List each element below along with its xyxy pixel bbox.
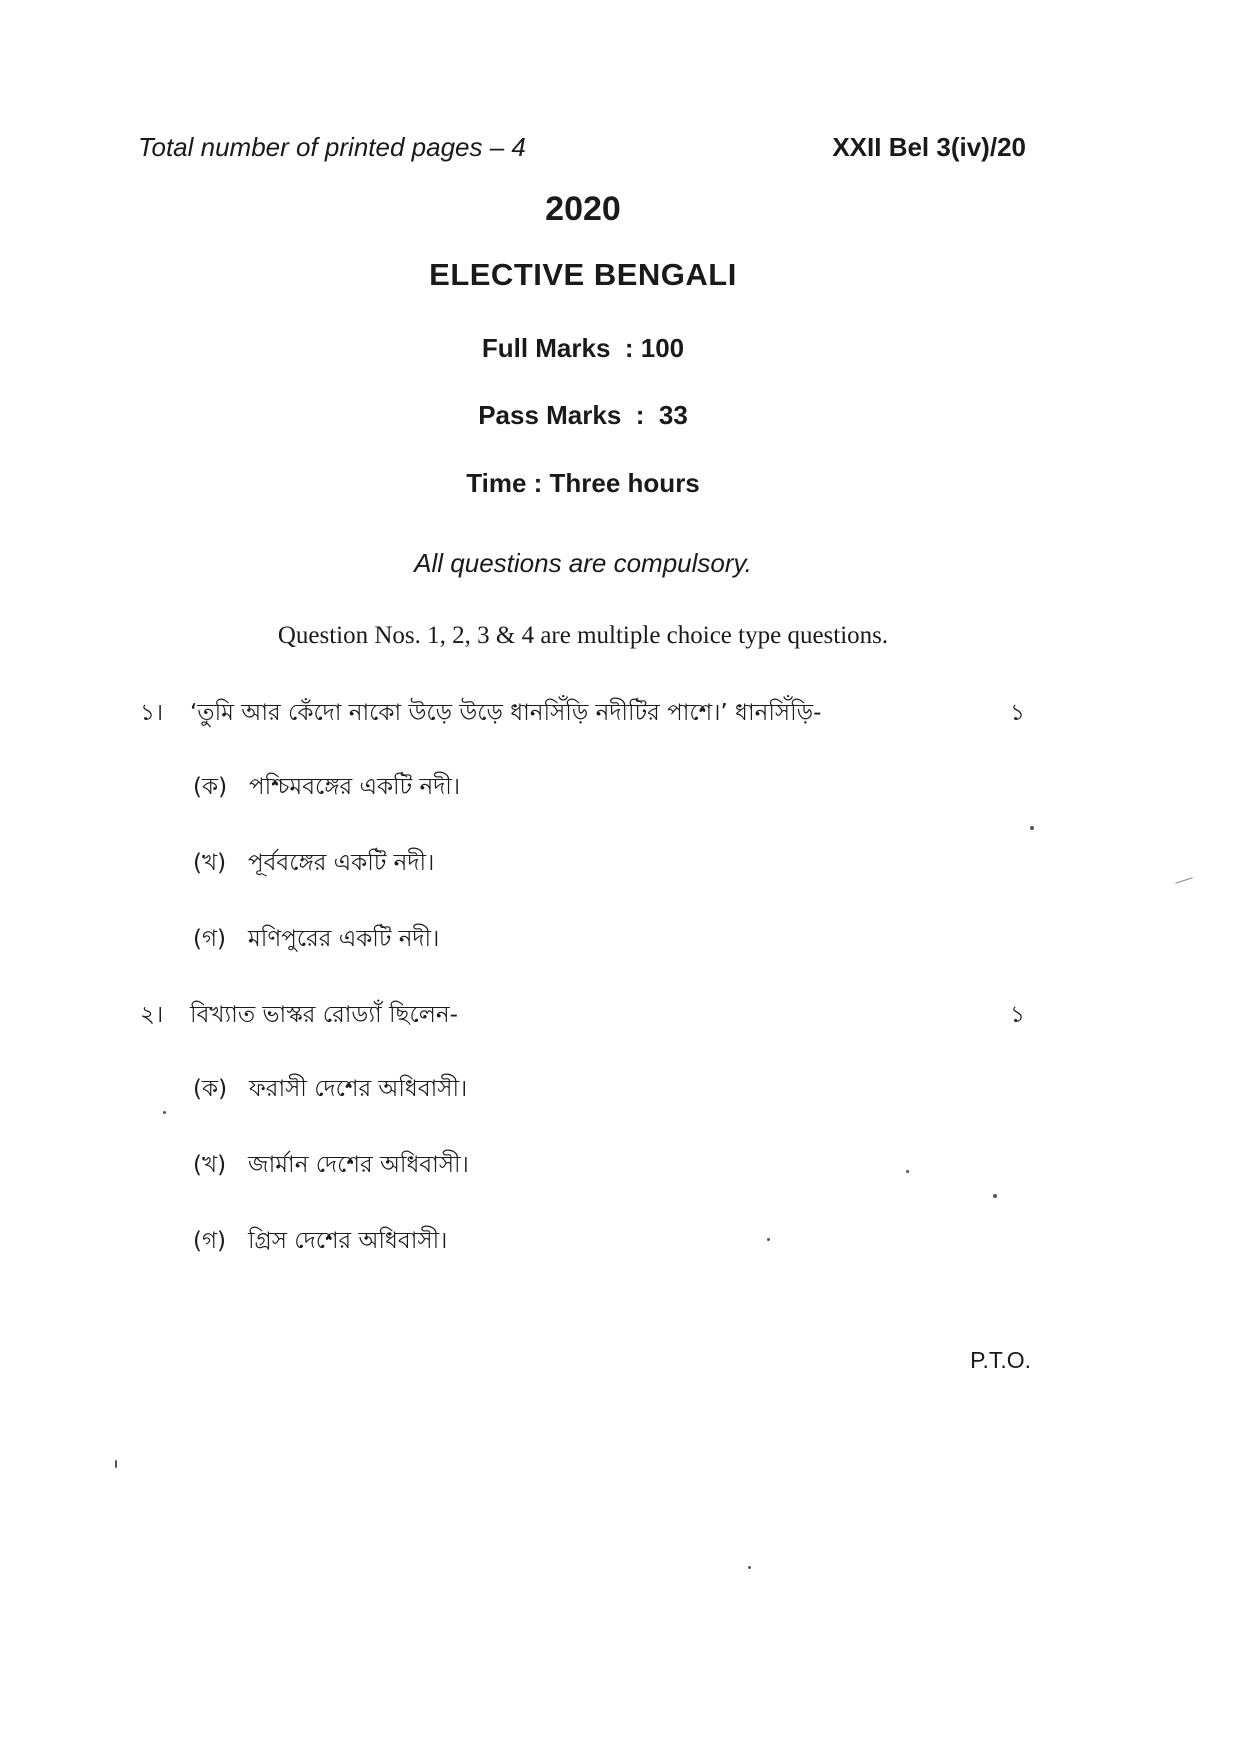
pass-marks: Pass Marks : 33 [478,400,688,430]
option-label: (ক) [193,774,228,800]
option-row [193,1222,447,1261]
exam-year: 2020 [545,190,621,228]
option-label: (ক) [193,1076,228,1102]
scan-speck [1175,877,1192,884]
time-allowed: Time : Three hours [466,468,700,498]
total-pages-note: Total number of printed pages – 4 [138,132,526,162]
scan-speck [906,1170,909,1173]
option-label: (খ) [193,1152,227,1178]
instruction: All questions are compulsory. [414,548,752,578]
question-text: বিখ্যাত ভাস্কর রোড্যাঁ ছিলেন- [190,1002,458,1028]
mcq-note: Question Nos. 1, 2, 3 & 4 are multiple choice type questions. [277,622,889,649]
pto-footer: P.T.O. [970,1347,1031,1373]
question-number: ১। [140,700,164,726]
question-marks: ১ [1010,1002,1025,1028]
option-text: গ্রিস দেশের অধিবাসী। [247,1228,448,1254]
question-marks: ১ [1010,700,1025,726]
option-row [193,844,434,883]
scan-speck [115,1460,117,1468]
paper-code: XXII Bel 3(iv)/20 [832,132,1026,162]
scan-speck [163,1111,166,1114]
scan-speck [993,1194,997,1198]
option-label: (খ) [193,850,227,876]
option-text: পূর্ববঙ্গের একটি নদী। [248,850,435,876]
scan-speck [748,1566,751,1569]
subject-title: ELECTIVE BENGALI [429,257,737,292]
option-text: ফরাসী দেশের অধিবাসী। [248,1076,468,1102]
full-marks: Full Marks : 100 [481,333,685,363]
scan-speck [767,1238,770,1241]
option-row [193,1070,467,1109]
option-text: পশ্চিমবঙ্গের একটি নদী। [248,774,461,800]
question-number: ২। [140,1002,164,1028]
option-text: মণিপুরের একটি নদী। [247,926,440,952]
option-row [193,920,439,959]
option-label: (গ) [193,1228,227,1254]
option-label: (গ) [193,926,227,952]
option-text: জার্মান দেশের অধিবাসী। [248,1152,469,1178]
scan-speck [1030,826,1034,830]
question-text: ‘তুমি আর কেঁদো নাকো উড়ে উড়ে ধানসিঁড়ি নদীটির পাশে।’ ধানসিঁড়ি- [190,700,822,726]
option-row [193,1146,469,1185]
option-row [193,768,460,807]
